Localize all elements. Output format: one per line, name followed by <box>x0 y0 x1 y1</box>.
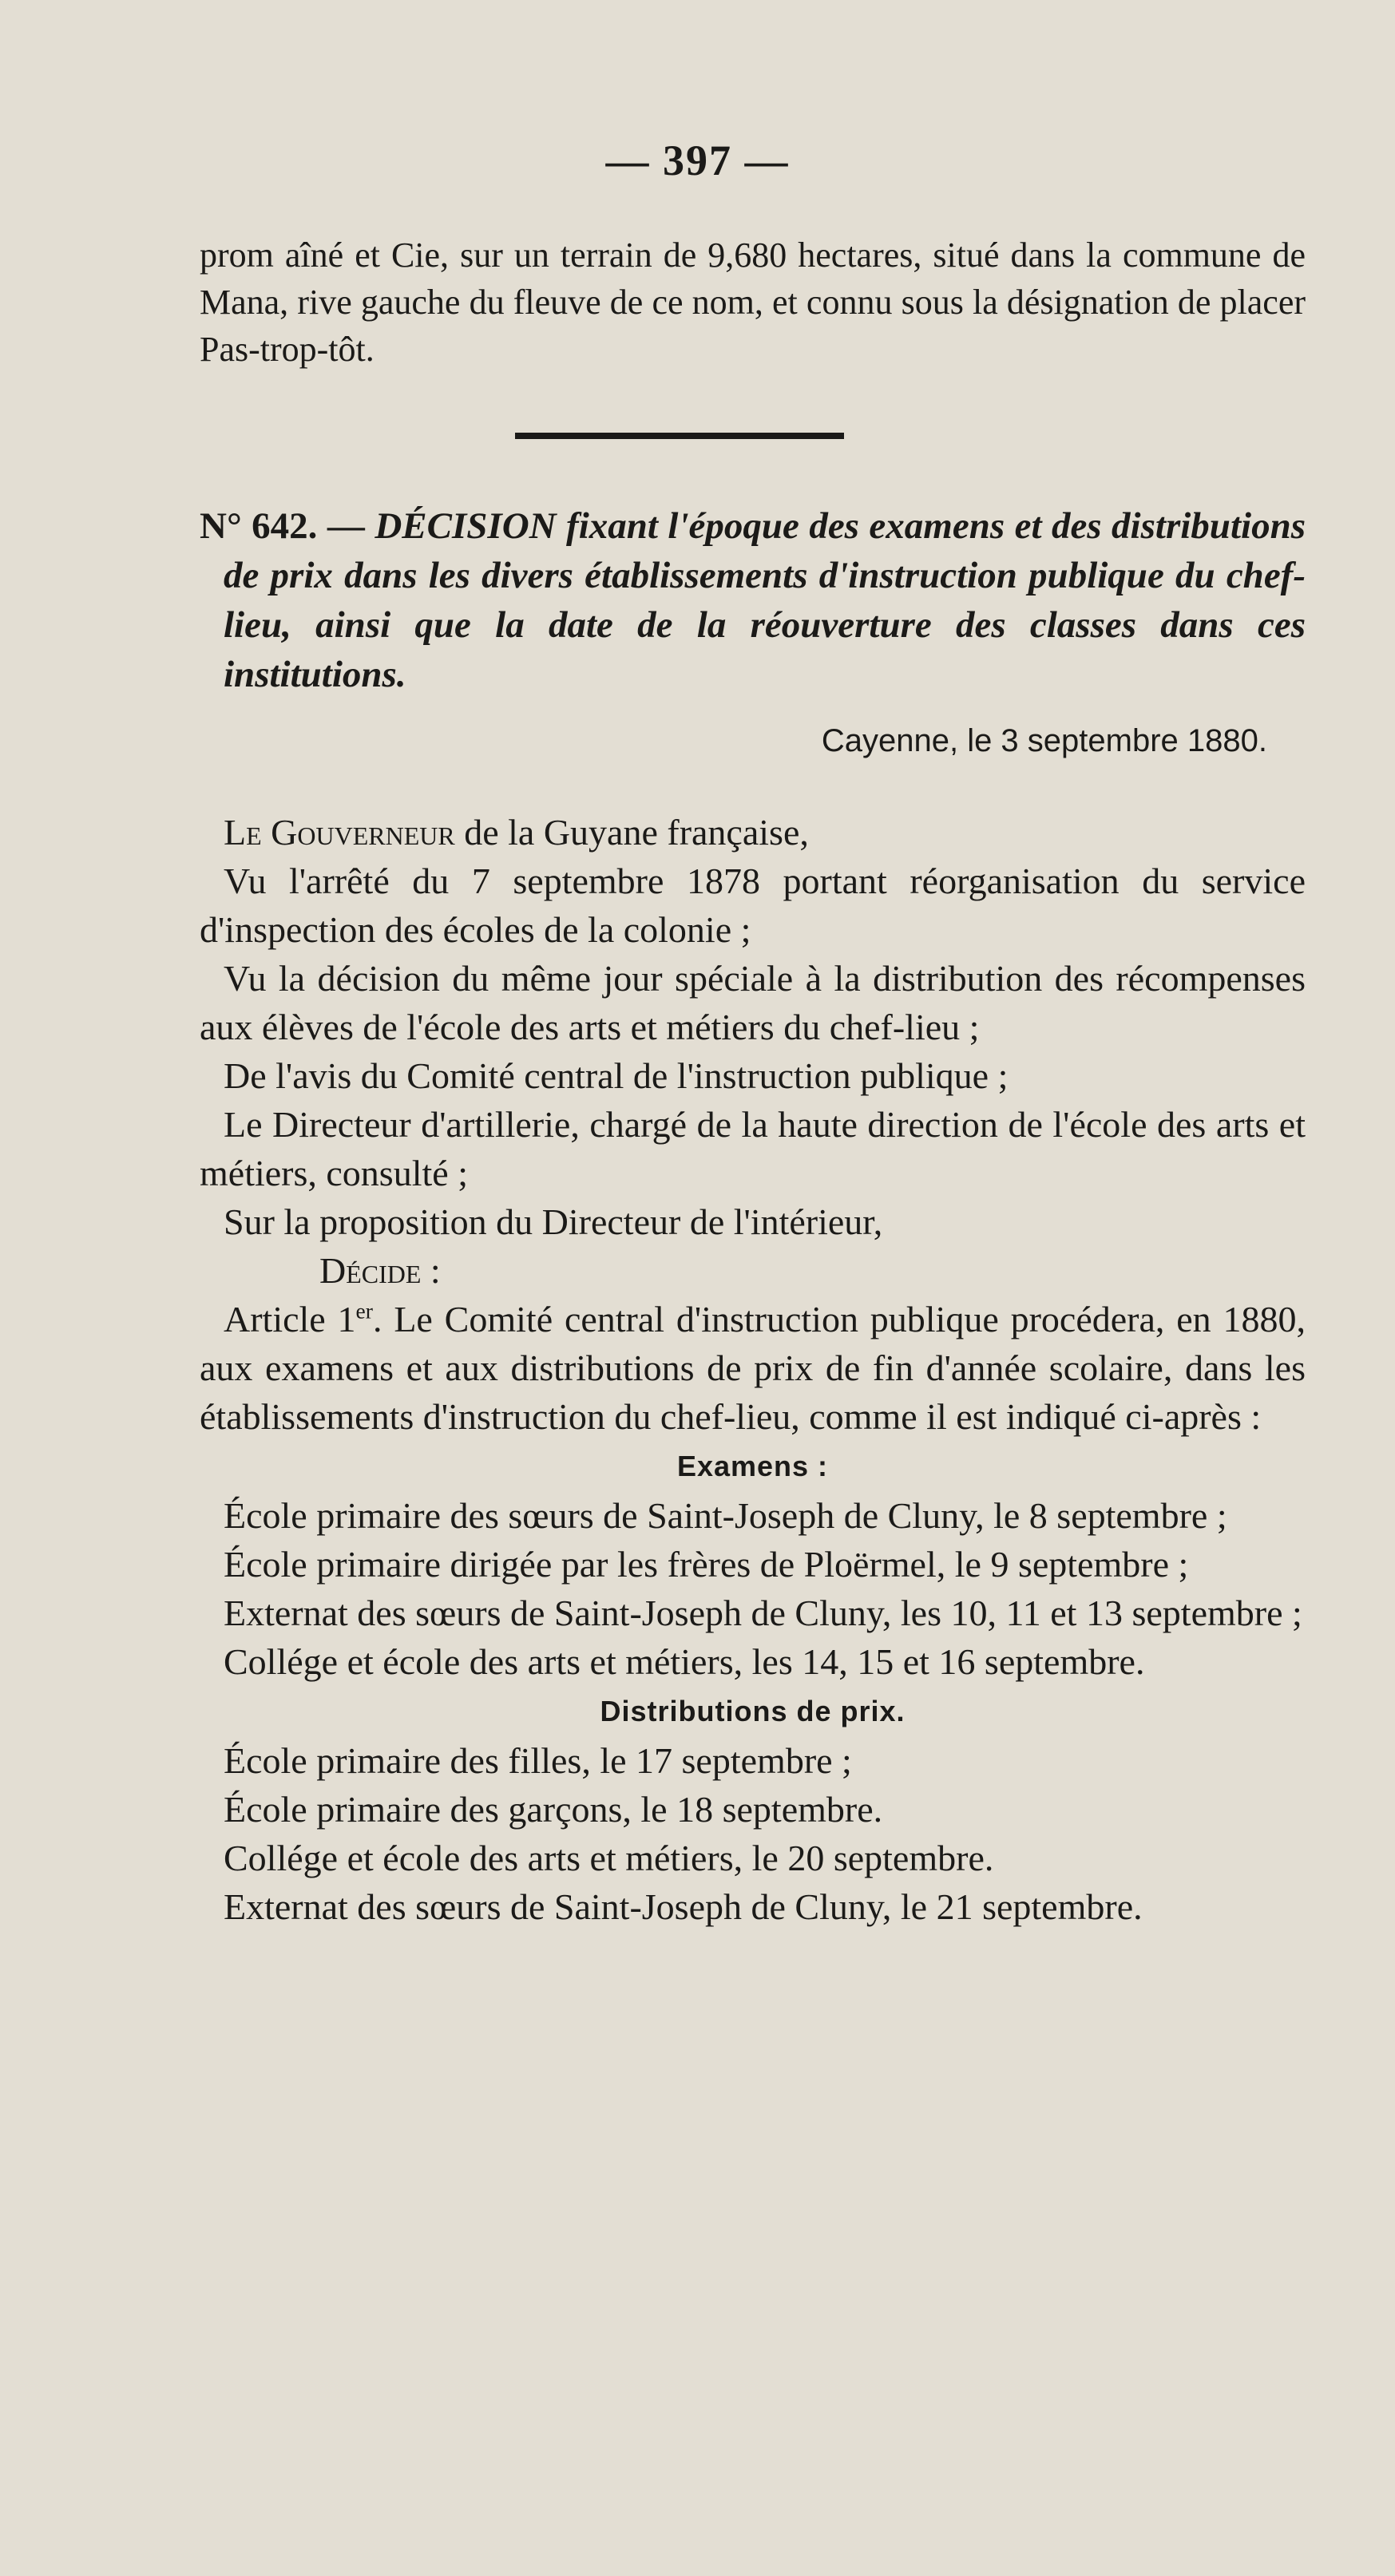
consideration-4: Le Directeur d'artillerie, chargé de la haute direction de l'école des arts et métiers, consulté ; <box>200 1104 1306 1193</box>
governor-rest: de la Guyane française, <box>454 812 809 853</box>
consideration-5: Sur la proposition du Directeur de l'intérieur, <box>224 1201 883 1242</box>
consideration-1: Vu l'arrêté du 7 septembre 1878 portant réorganisation du service d'inspection des écoles de la colonie ; <box>200 861 1306 950</box>
decision-heading <box>200 501 1306 699</box>
decides-label: Décide : <box>319 1250 441 1291</box>
decision-title: DÉCISION fixant l'époque des examens et des distributions de prix dans les divers établissements d'instruction publique du chef-lieu, ainsi que la date de la réouverture des classes dans ces institutions. <box>224 505 1306 695</box>
intro-paragraph: prom aîné et Cie, sur un terrain de 9,680 hectares, situé dans la commune de Mana, rive gauche du fleuve de ce nom, et connu sous la désignation de placer Pas-trop-tôt. <box>200 235 1306 369</box>
exam-item: Externat des sœurs de Saint-Joseph de Cluny, les 10, 11 et 13 septembre ; <box>224 1593 1302 1633</box>
consideration-2: Vu la décision du même jour spéciale à la distribution des récompenses aux élèves de l'école des arts et métiers du chef-lieu ; <box>200 958 1306 1047</box>
place-date: Cayenne, le 3 septembre 1880. <box>821 723 1267 758</box>
exams-heading: Examens : <box>676 1450 829 1482</box>
decides-line <box>200 1246 1306 1295</box>
decision-number: N° 642. — <box>200 505 365 547</box>
article-text: . Le Comité central d'instruction publique procédera, en 1880, aux examens et aux distributions de prix de fin d'année scolaire, dans les établissements d'instruction du chef-lieu, comme il est indiqué ci-après : <box>200 1299 1306 1437</box>
exam-item: École primaire dirigée par les frères de Ploërmel, le 9 septembre ; <box>224 1544 1189 1585</box>
article-label: Article 1 <box>224 1299 356 1339</box>
prizes-heading: Distributions de prix. <box>600 1695 906 1727</box>
exam-item: École primaire des sœurs de Saint-Joseph de Cluny, le 8 septembre ; <box>224 1495 1227 1536</box>
consideration-3: De l'avis du Comité central de l'instruction publique ; <box>224 1055 1009 1096</box>
article-sup: er <box>355 1298 373 1324</box>
prize-item: École primaire des garçons, le 18 septembre. <box>224 1789 883 1830</box>
prize-item: Externat des sœurs de Saint-Joseph de Cluny, le 21 septembre. <box>224 1886 1143 1927</box>
prize-item: Collége et école des arts et métiers, le 20 septembre. <box>224 1838 994 1878</box>
governor-title: Le Gouverneur <box>224 812 455 853</box>
section-divider <box>515 433 844 439</box>
article-1 <box>200 1295 1306 1441</box>
governor-line <box>200 808 1306 857</box>
exam-item: Collége et école des arts et métiers, les 14, 15 et 16 septembre. <box>224 1641 1145 1682</box>
decision-body <box>200 808 1306 1931</box>
prize-item: École primaire des filles, le 17 septembre ; <box>224 1740 852 1781</box>
page-number: — 397 — <box>605 137 790 184</box>
